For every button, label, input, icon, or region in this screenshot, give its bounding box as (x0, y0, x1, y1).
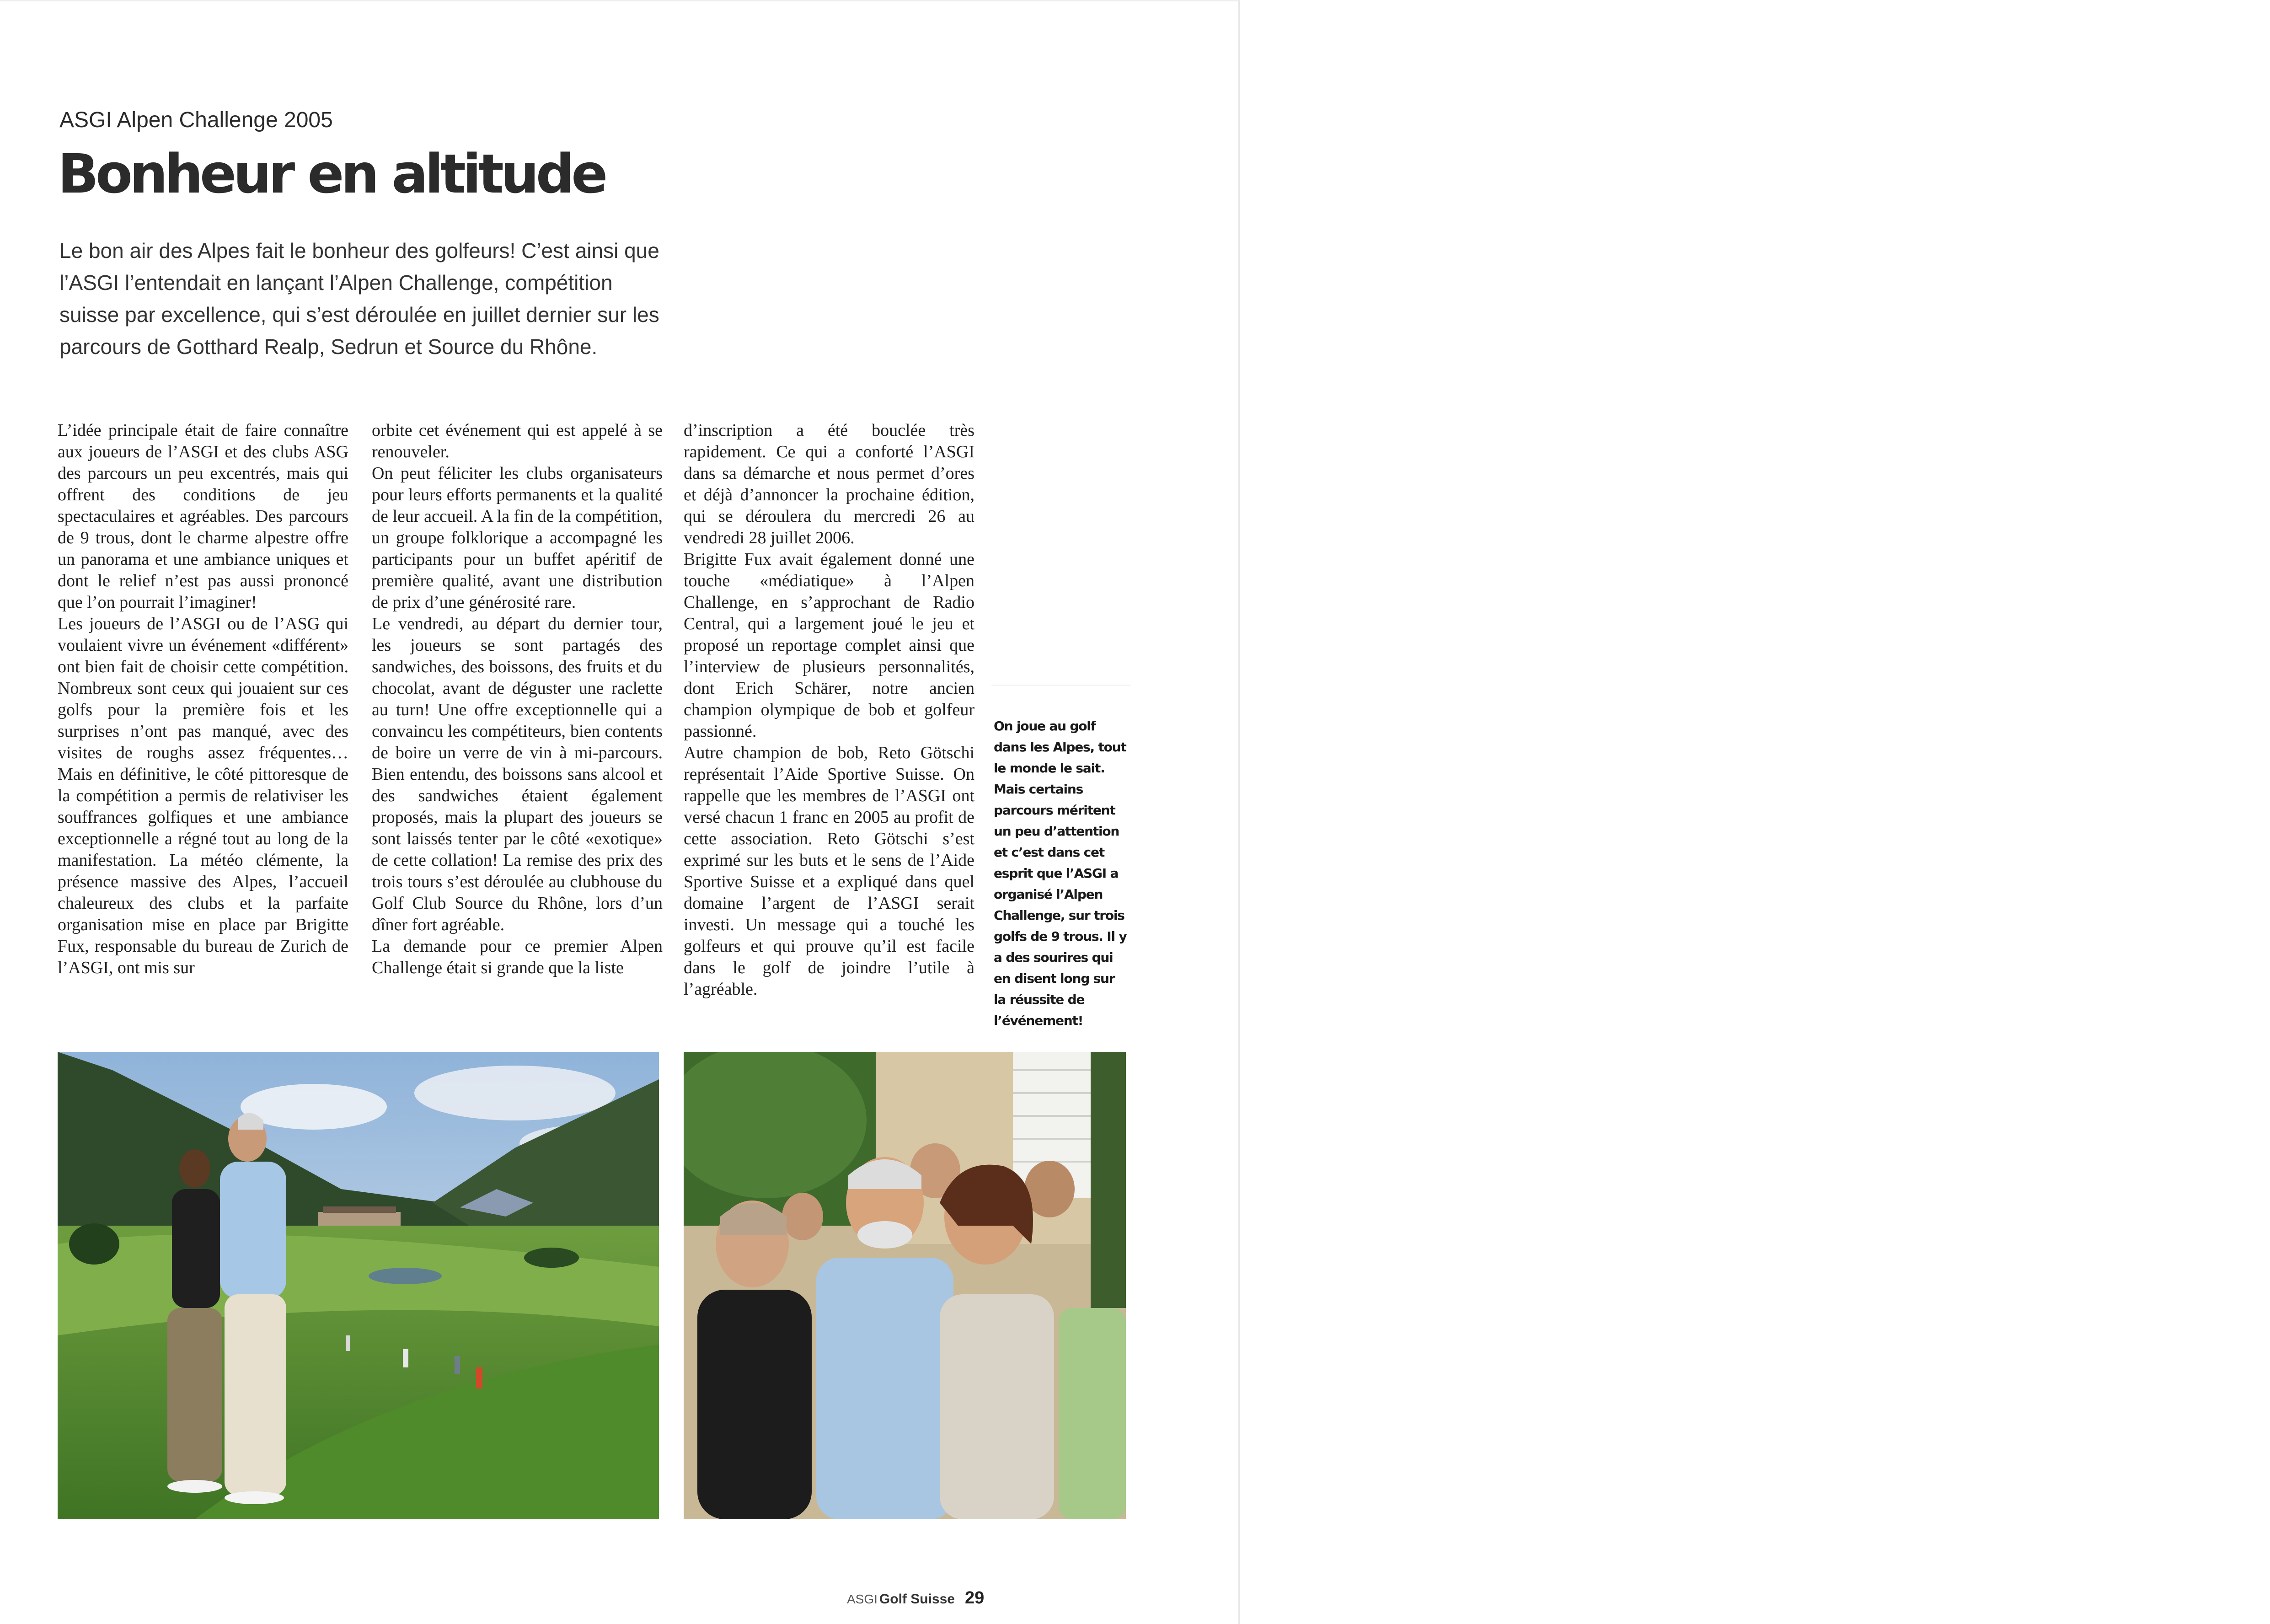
text-column-1 (58, 420, 348, 979)
photo-alpine-golf-course (58, 1052, 659, 1519)
paragraph: Le vendredi, au départ du dernier tour, les joueurs se sont partagés des sandwiches, des boissons, des fruits et du chocolat, avant de déguster une raclette au turn! Une offre exceptionnelle qui a convaincu les compétiteurs, bien contents de boire un verre de vin à mi-parcours. Bien entendu, des boissons sans alcool et des sandwiches étaient également proposés, mais la plupart des joueurs se sont laissés tenter par le côté «exotique» de cette collation! La remise des prix des trois tours s’est déroulée au clubhouse du Golf Club Source du Rhône, lors d’un dîner fort agréable. (372, 614, 663, 934)
paragraph: L’idée principale était de faire connaître aux joueurs de l’ASGI et des clubs ASG des parcours un peu excentrés, mais qui offrent des conditions de jeu spectaculaires et agréables. Des parcours de 9 trous, dont le charme alpestre offre un panorama et une ambiance uniques et dont le relief n’est pas aussi prononcé que l’on pourrait l’imaginer! (58, 421, 348, 612)
paragraph: orbite cet événement qui est appelé à se renouveler. (372, 421, 663, 461)
page-number: 29 (964, 1588, 985, 1608)
photo-caption: On joue au golf dans les Alpes, tout le monde le sait. Mais certains parcours méritent un peu d’attention et c’est dans cet esprit que l’ASGI a organisé l’Alpen Challenge, sur trois golfs de 9 trous. Il y a des sourires qui en disent long sur la réussite de l’événement! (994, 718, 1127, 1028)
paragraph: Les joueurs de l’ASGI ou de l’ASG qui voulaient vivre un événement «différent» ont bien fait de choisir cette compétition. Nombreux sont ceux qui jouaient sur ces golfs pour la première fois et les surprises n’ont pas manqué, avec des visites de roughs assez fréquentes… Mais en définitive, le côté pittoresque de la compétition a permis de relativiser les souffrances golfiques et une ambiance exceptionnelle a régné tout au long de la manifestation. La météo clémente, la présence massive des Alpes, l’accueil chaleureux des clubs et la parfaite organisation mise en place par Brigitte Fux, responsable du bureau de Zurich de l’ASGI, ont mis sur (58, 614, 348, 977)
photo-smiling-golfers (684, 1052, 1126, 1519)
paragraph: La demande pour ce premier Alpen Challenge était si grande que la liste (372, 937, 663, 977)
paragraph: On peut féliciter les clubs organisateurs pour leurs efforts permanents et la qualité de leur accueil. A la fin de la compétition, un groupe folklorique a accompagné les participants pour un buffet apéritif de première qualité, avant une distribution de prix d’une générosité rare. (372, 464, 663, 612)
footer-magazine-name: Golf Suisse (879, 1592, 955, 1607)
paragraph: d’inscription a été bouclée très rapidement. Ce qui a conforté l’ASGI dans sa démarche et nous permet d’ores et déjà d’annoncer la prochaine édition, qui se déroulera du mercredi 26 au vendredi 28 juillet 2006. (684, 421, 974, 547)
caption-divider (991, 685, 1131, 686)
text-column-3 (684, 420, 974, 1000)
article-lead: Le bon air des Alpes fait le bonheur des golfeurs! C’est ainsi que l’ASGI l’entendait en lançant l’Alpen Challenge, compétition suisse par excellence, qui s’est déroulée en juillet dernier sur les parcours de Gotthard Realp, Sedrun et Source du Rhône. (59, 239, 659, 359)
text-column-2 (372, 420, 663, 979)
paragraph: Autre champion de bob, Reto Götschi représentait l’Aide Sportive Suisse. On rappelle que les membres de l’ASGI ont versé chacun 1 franc en 2005 au profit de cette association. Reto Götschi s’est exprimé sur les buts et le sens de l’Aide Sportive Suisse et a expliqué dans quel domaine l’argent de l’ASGI serait investi. Un message qui a touché les golfeurs et qui prouve qu’il est facile dans le golf de joindre l’utile à l’agréable. (684, 743, 974, 999)
paragraph: Brigitte Fux avait également donné une touche «médiatique» à l’Alpen Challenge, en s’approchant de Radio Central, qui a largement joué le jeu et proposé un reportage complet ainsi que l’interview de plusieurs personnalités, dont Erich Schärer, notre ancien champion olympique de bob et golfeur passionné. (684, 550, 974, 741)
footer-org: ASGI (847, 1592, 878, 1606)
article-headline: Bonheur en altitude (58, 142, 605, 205)
article-kicker: ASGI Alpen Challenge 2005 (59, 108, 333, 132)
